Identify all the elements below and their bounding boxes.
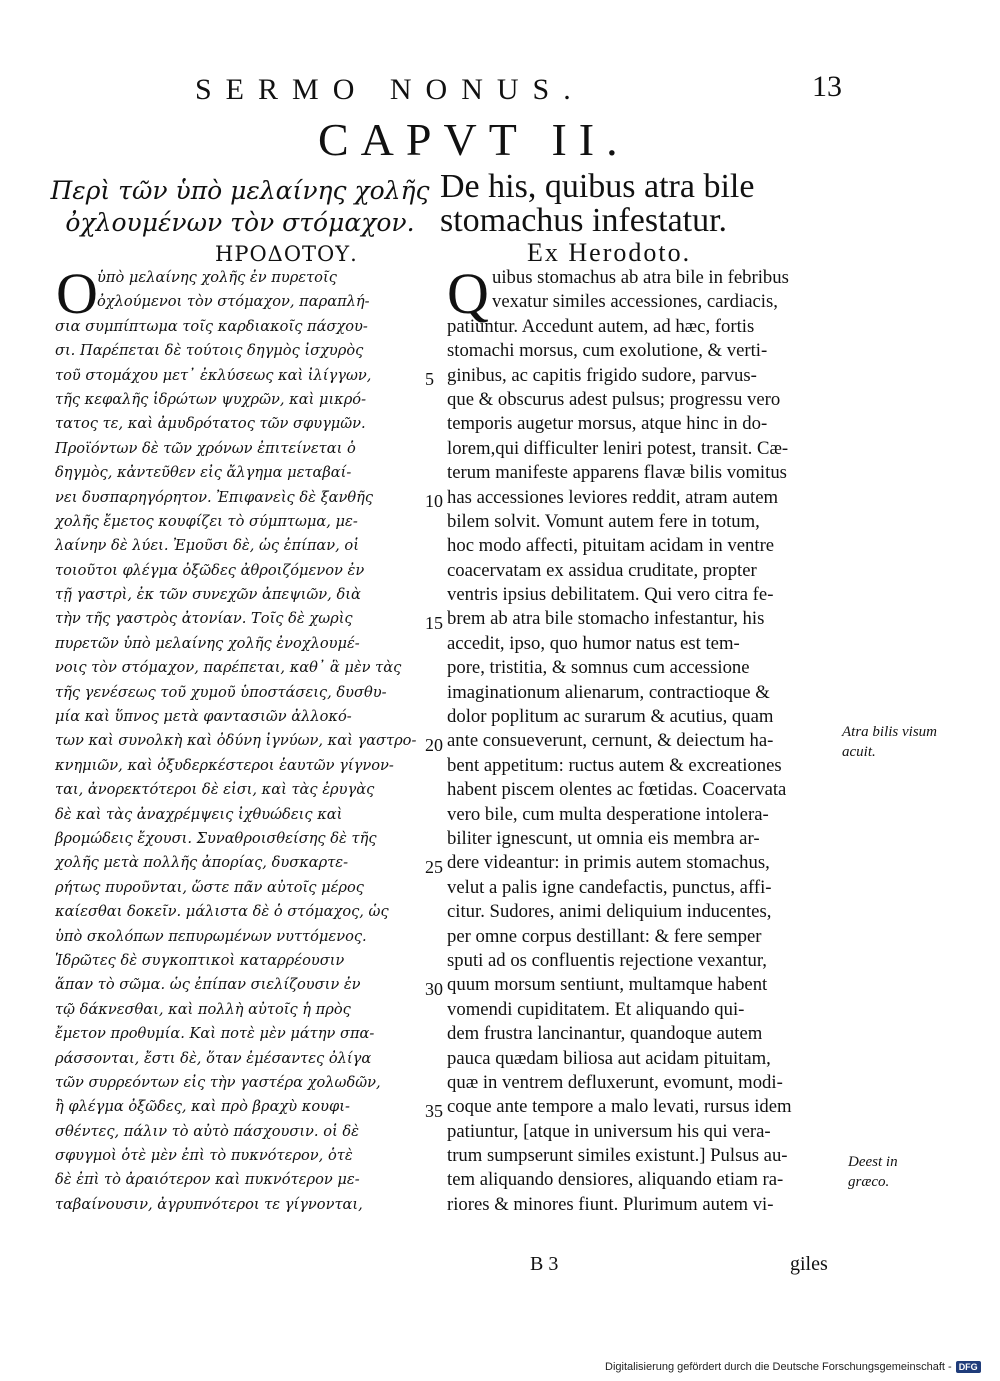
greek-text-line: δηγμὸς, κἀντεῦθεν εἰς ἄλγημα μεταβαί- [55, 464, 352, 482]
greek-dropcap: Ο [56, 261, 98, 326]
catchword: giles [790, 1253, 828, 1275]
greek-text-line: ἅπαν τὸ σῶμα. ὡς ἐπίπαν σιελίζουσιν ἐν [55, 976, 361, 994]
line-number: 35 [425, 1101, 443, 1121]
latin-text-line: vomendi cupiditatem. Et aliquando qui- [447, 998, 745, 1020]
greek-text-line: χολῆς ἔμετος κουφίζει τὸ σύμπτωμα, με- [55, 512, 358, 530]
greek-text-line: σθέντες, πάλιν τὸ αὐτὸ πάσχουσιν. οἱ δὲ [55, 1122, 359, 1140]
latin-text-line: patiuntur. Accedunt autem, ad hæc, fortis [447, 315, 755, 337]
greek-text-line: ται, ἀνορεκτότεροι δὲ εἰσι, καὶ τὰς ἐρυγὰς [55, 781, 375, 799]
latin-text-line: bent appetitum: ructus autem & excreationes [447, 754, 782, 776]
greek-text-line: ἢ φλέγμα ὀξῶδες, καὶ πρὸ βραχὺ κουφι- [55, 1098, 350, 1116]
margin-note: Atra bilis visum acuit. [842, 724, 938, 760]
latin-text-line: terum manifeste apparens flavæ bilis vomitus [447, 462, 787, 484]
greek-text-line: νοις τὸν στόμαχον, παρέπεται, καθ᾽ ἃ μὲν τὰς [55, 659, 402, 677]
latin-text-line: dem frustra lancinantur, quandoque autem [447, 1023, 763, 1045]
latin-text-line: velut a palis igne candefactis, punctus, affi- [447, 876, 772, 898]
latin-text-line: que & obscurus adest pulsus; progressu vero [447, 388, 781, 410]
greek-text-line: νει δυσπαρηγόρητον. Ἐπιφανεὶς δὲ ξανθῆς [55, 488, 374, 506]
greek-text-line: τὴν τῆς γαστρὸς ἀτονίαν. Τοῖς δὲ χωρὶς [55, 610, 353, 628]
greek-text-line: ρήτως πυροῦνται, ὥστε πᾶν αὐτοῖς μέρος [55, 878, 364, 896]
greek-text-line: τῇ γαστρὶ, ἐκ τῶν συνεχῶν ἀπεψιῶν, διὰ [55, 586, 361, 604]
greek-title: Περὶ τῶν ὑπὸ μελαίνης χολῆς ὀχλουμένων τὸν στόμαχον. [50, 176, 430, 237]
latin-text-line: ginibus, ac capitis frigido sudore, parvus- [447, 364, 757, 386]
latin-text-line: sputi ad os confluentis rejectione vexantur, [447, 949, 767, 971]
latin-text-line: temporis augetur morsus, atque hinc in do- [447, 413, 768, 435]
greek-text-line: ὑπὸ μελαίνης χολῆς ἐν πυρετοῖς [97, 269, 337, 286]
greek-text-line: μία καὶ ὕπνος μετὰ φαντασιῶν ἀλλοκό- [55, 708, 352, 726]
latin-text-line: citur. Sudores, animi deliquium inducentes, [447, 901, 772, 923]
latin-text-line: patiuntur, [atque in universum his qui vera- [447, 1120, 771, 1142]
greek-text-line: ὑπὸ σκολόπων πεπυρωμένων νυττόμενος. [55, 927, 367, 945]
latin-text-line: has accessiones leviores reddit, atram autem [447, 486, 779, 508]
latin-text-line: vero bile, cum multa desperatione intolera- [447, 803, 769, 825]
page-number: 13 [812, 70, 842, 103]
greek-text-line: δὲ ἐπὶ τὸ ἀραιότερον καὶ πυκνότερον με- [55, 1171, 360, 1189]
latin-text-line: lorem,qui difficulter leniri potest, transit. Cæ- [447, 437, 789, 459]
greek-text-line: τοῦ στομάχου μετ᾽ ἐκλύσεως καὶ ἰλίγγων, [55, 366, 372, 384]
line-number: 10 [425, 491, 443, 511]
digitization-credit [605, 1361, 981, 1373]
greek-text-line: Προϊόντων δὲ τῶν χρόνων ἐπιτείνεται ὁ [55, 439, 356, 457]
latin-text-line: ventris ipsius debilitatem. Qui vero citra fe- [447, 584, 774, 606]
line-number: 5 [425, 369, 434, 389]
latin-text-line: trum sumpserunt similes existunt.] Pulsus au- [447, 1145, 788, 1167]
greek-text-line: βρομώδεις ἔχουσι. Συναθροισθείσης δὲ τῆς [55, 829, 377, 847]
latin-text-line: vexatur similes accessiones, cardiacis, [492, 291, 778, 313]
latin-text-line: hoc modo affecti, pituitam acidam in ventre [447, 535, 775, 557]
greek-text-line: τῷ δάκνεσθαι, καὶ πολλὴ αὐτοῖς ἡ πρὸς [55, 1000, 351, 1018]
greek-text-line: ἔμετον προθυμία. Καὶ ποτὲ μὲν μάτην σπα- [55, 1025, 375, 1043]
greek-text-line: Ἱδρῶτες δὲ συγκοπτικοὶ καταρρέουσιν [55, 951, 345, 969]
signature-mark: B 3 [530, 1253, 559, 1275]
latin-text-line: brem ab atra bile stomacho infestantur, his [447, 608, 765, 630]
dfg-logo-icon: DFG [956, 1361, 981, 1373]
greek-text-line: δὲ καὶ τὰς ἀναχρέμψεις ἰχθυώδεις καὶ [55, 805, 343, 823]
greek-text-line: τῆς κεφαλῆς ἱδρώτων ψυχρῶν, καὶ μικρό- [55, 390, 367, 408]
latin-text-line: ante consueverunt, cernunt, & deiectum ha- [447, 730, 774, 752]
greek-column [55, 261, 425, 1217]
latin-text-line: dolor poplitum ac surarum & acutius, quam [447, 706, 774, 728]
greek-text-line: τατος τε, καὶ ἀμυδρότατος τῶν σφυγμῶν. [55, 415, 366, 433]
greek-text-line: χολῆς μετὰ πολλῆς ἀπορίας, δυσκαρτε- [55, 854, 349, 872]
greek-text-line: σι. Παρέπεται δὲ τούτοις δηγμὸς ἰσχυρὸς [55, 342, 364, 360]
latin-text-line: riores & minores fiunt. Plurimum autem vi- [447, 1193, 774, 1215]
greek-text-line: των καὶ συνολκὴ καὶ ὀδύνη ἰγνύων, καὶ γαστρο- [55, 732, 417, 750]
latin-text-line: coacervatam ex assidua cruditate, propter [447, 559, 757, 581]
latin-text-line: habent piscem olentes ac fœtidas. Coacervata [447, 779, 787, 801]
greek-text-line: σφυγμοὶ ὁτὲ μὲν ἐπὶ τὸ πυκνότερον, ὁτὲ [55, 1147, 353, 1165]
greek-text-line: ταβαίνουσιν, ἀγρυπνότεροι τε γίγνονται, [55, 1195, 363, 1213]
running-head: SERMO NONUS. [195, 73, 585, 106]
latin-text-line: pore, tristitia, & somnus cum accessione [447, 657, 750, 679]
latin-text-line: imaginationum alienarum, contractioque & [447, 681, 770, 703]
latin-text-line: stomachi morsus, cum exolutione, & verti- [447, 340, 768, 362]
latin-text-line: pauca quædam biliosa aut acidam pituitam, [447, 1047, 771, 1069]
greek-text-line: πυρετῶν ὑπὸ μελαίνης χολῆς ἐνοχλουμέ- [55, 634, 360, 652]
latin-column [447, 261, 839, 1217]
greek-text-line: τῆς γενέσεως τοῦ χυμοῦ ὑποστάσεις, δυσθυ- [55, 683, 387, 701]
latin-text-line: quæ in ventrem defluxerunt, evomunt, modi- [447, 1071, 783, 1093]
greek-text-line: καίεσθαι δοκεῖν. μάλιστα δὲ ὁ στόμαχος, ὡς [55, 903, 389, 921]
latin-author: Ex Herodoto. [527, 238, 692, 267]
chapter-heading: CAPVT II. [318, 114, 630, 165]
latin-text-line: quum morsum sentiunt, multamque habent [447, 974, 768, 996]
line-number: 25 [425, 857, 443, 877]
latin-text-line: accedit, ipso, quo humor natus est tem- [447, 632, 740, 654]
greek-text-line: ράσσονται, ἔστι δὲ, ὅταν ἐμέσαντες ὀλίγα [55, 1049, 372, 1067]
greek-author: ΗΡΟΔΟΤΟΥ. [215, 242, 358, 266]
line-number: 15 [425, 613, 443, 633]
latin-text-line: per omne corpus destillant: & fere semper [447, 925, 762, 947]
latin-text-line: uibus stomachus ab atra bile in febribus [492, 267, 789, 288]
latin-text-line: biliter ignescunt, ut omnia eis membra ar- [447, 827, 760, 849]
credit-text: Digitalisierung gefördert durch die Deutsche Forschungsgemeinschaft - [605, 1361, 952, 1373]
latin-dropcap: Q [447, 261, 489, 326]
greek-text-line: ὀχλούμενοι τὸν στόμαχον, παραπλή- [97, 293, 370, 311]
greek-text-line: τοιοῦτοι φλέγμα ὀξῶδες ἀθροιζόμενον ἐν [55, 561, 365, 579]
greek-text-line: λαίνην δὲ λύει. Ἐμοῦσι δὲ, ὡς ἐπίπαν, οἱ [55, 537, 359, 555]
greek-text-line: κνημιῶν, καὶ ὀξυδερκέστεροι ἑαυτῶν γίγνον- [55, 756, 394, 774]
latin-text-line: tem aliquando densiores, aliquando etiam ra- [447, 1169, 784, 1191]
latin-text-line: coque ante tempore a malo levati, rursus idem [447, 1096, 792, 1118]
latin-title: De his, quibus atra bile stomachus infestatur. [440, 168, 755, 239]
line-number: 30 [425, 979, 443, 999]
greek-text-line: σια συμπίπτωμα τοῖς καρδιακοῖς πάσχου- [55, 317, 368, 335]
line-number: 20 [425, 735, 443, 755]
margin-note: Deest in græco. [848, 1154, 898, 1190]
latin-text-line: bilem solvit. Vomunt autem fere in totum, [447, 510, 760, 532]
greek-text-line: τῶν συρρεόντων εἰς τὴν γαστέρα χολωδῶν, [55, 1073, 381, 1091]
latin-text-line: dere videantur: in primis autem stomachus, [447, 852, 770, 874]
